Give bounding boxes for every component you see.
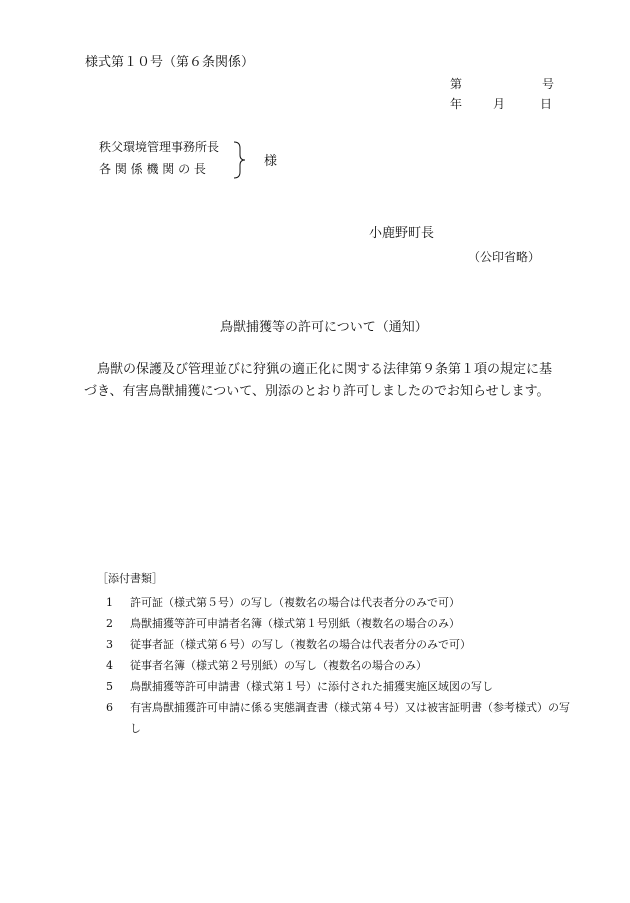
addressee-line-1: 秩父環境管理事務所長 — [99, 140, 220, 154]
body-line-1: 鳥獣の保護及び管理並びに狩猟の適正化に関する法律第９条第１項の規定に基 — [84, 362, 553, 377]
addressee-line-2: 各 関 係 機 関 の 長 — [99, 162, 206, 176]
item-text: 鳥獣捕獲等許可申請者名簿（様式第１号別紙（複数名の場合のみ） — [130, 617, 460, 630]
date-month: 月 — [493, 97, 506, 111]
seal-omitted-note: （公印省略） — [468, 250, 541, 264]
list-item — [106, 676, 576, 697]
sender-name: 小鹿野町長 — [369, 226, 435, 241]
honorific: 様 — [264, 154, 278, 169]
date-day: 日 — [540, 97, 553, 111]
item-text: 鳥獣捕獲等許可申請書（様式第１号）に添付された捕獲実施区域図の写し — [130, 680, 493, 693]
item-text: 有害鳥獣捕獲許可申請に係る実態調査書（様式第４号）又は被害証明書（参考様式）の写し — [130, 701, 570, 735]
body-paragraph — [84, 359, 554, 403]
item-number: 3 — [106, 638, 113, 651]
item-number: 2 — [106, 617, 113, 630]
item-number: 4 — [106, 659, 113, 672]
attachments-heading: ［添付書類］ — [97, 572, 163, 585]
list-item — [106, 655, 576, 676]
list-item — [106, 613, 576, 634]
body-line-2: づき、有害鳥獣捕獲について、別添のとおり許可しましたのでお知らせします。 — [84, 384, 550, 399]
document-title: 鳥獣捕獲等の許可について（通知） — [220, 320, 428, 335]
attachments-list — [106, 592, 576, 739]
item-number: 6 — [106, 701, 113, 714]
doc-number-suffix: 号 — [542, 77, 555, 91]
list-item — [106, 697, 576, 739]
item-number: 1 — [106, 596, 113, 609]
list-item — [106, 592, 576, 613]
curly-brace-icon — [232, 140, 246, 180]
doc-number-prefix: 第 — [450, 77, 463, 91]
item-text: 従事者証（様式第６号）の写し（複数名の場合は代表者分のみで可） — [130, 638, 471, 651]
item-number: 5 — [106, 680, 113, 693]
date-year: 年 — [450, 97, 463, 111]
form-number: 様式第１０号（第６条関係） — [85, 55, 255, 70]
item-text: 従事者名簿（様式第２号別紙）の写し（複数名の場合のみ） — [130, 659, 427, 672]
item-text: 許可証（様式第５号）の写し（複数名の場合は代表者分のみで可） — [130, 596, 460, 609]
list-item — [106, 634, 576, 655]
